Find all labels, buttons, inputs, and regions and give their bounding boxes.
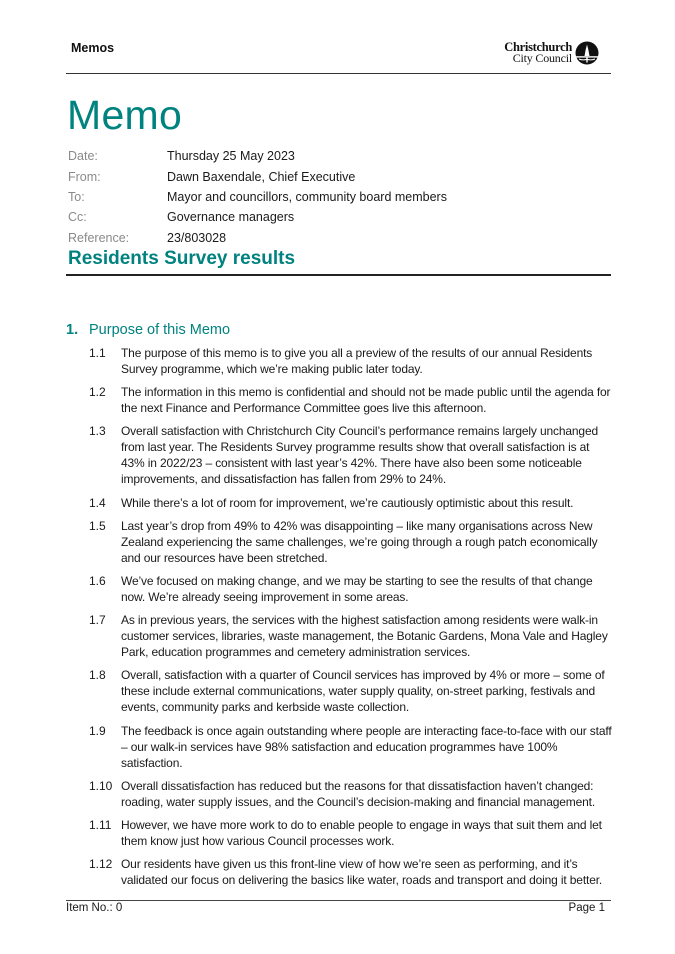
meta-label: To: [68, 189, 85, 204]
paragraph-number: 1.4 [89, 495, 106, 510]
paragraph-number: 1.9 [89, 723, 106, 738]
meta-label: Cc: [68, 210, 87, 225]
meta-row-reference [68, 228, 447, 248]
page-footer [66, 900, 611, 914]
meta-value: Mayor and councillors, community board members [167, 189, 447, 204]
paragraph [89, 817, 615, 849]
paragraph [89, 612, 615, 660]
header-label: Memos [71, 41, 115, 55]
meta-row-date [68, 146, 447, 166]
section-title: Purpose of this Memo [89, 322, 231, 338]
paragraph-text: We’ve focused on making change, and we may be starting to see the results of that change now. We’re already seeing improvement in some areas. [121, 573, 593, 604]
paragraph-text: Overall dissatisfaction has reduced but the reasons for that dissatisfaction haven’t changed: roading, water supply issues, and the Council’s decision-making and financial management. [121, 778, 596, 809]
paragraph-text: Overall, satisfaction with a quarter of Council services has improved by 4% or more – some of these include external communications, water supply quality, on-street parking, festivals and events, community parks and kerbside waste collection. [121, 668, 605, 715]
memo-subject [66, 248, 611, 276]
meta-row-cc [68, 207, 447, 227]
paragraph-number: 1.2 [89, 385, 106, 400]
section-heading [66, 322, 230, 338]
paragraph [89, 495, 615, 511]
section-paragraphs [89, 345, 615, 895]
paragraph [89, 667, 615, 715]
paragraph [89, 423, 615, 487]
paragraph-text: Last year’s drop from 49% to 42% was disappointing – like many organisations across New Zealand experiencing the same challenges, we’re going through a rough patch economically and our resources have been stretched. [121, 518, 598, 565]
paragraph [89, 573, 615, 605]
footer-item-number: Item No.: 0 [66, 902, 123, 914]
meta-label: From: [68, 169, 101, 184]
paragraph-number: 1.10 [89, 778, 113, 793]
paragraph [89, 856, 615, 888]
meta-value: Governance managers [167, 210, 295, 225]
meta-value: Thursday 25 May 2023 [167, 149, 295, 164]
council-logo [504, 41, 599, 65]
memo-meta-table [68, 146, 447, 248]
paragraph-text: However, we have more work to do to enable people to engage in ways that suit them and let them know just how various Council processes work. [121, 817, 602, 848]
subject-heading: Residents Survey results [68, 248, 296, 269]
meta-value: 23/803028 [167, 230, 227, 245]
paragraph [89, 345, 615, 377]
paragraph-number: 1.3 [89, 424, 106, 439]
paragraph-text: While there’s a lot of room for improvement, we’re cautiously optimistic about this result. [121, 495, 574, 510]
logo-line1: Christchurch [504, 40, 572, 54]
footer-page-number: Page 1 [568, 902, 605, 914]
paragraph-text: Overall satisfaction with Christchurch City Council’s performance remains largely unchanged from last year. The Residents Survey programme results show that overall satisfaction is at 43% in 2022/23 – consistent with last year’s 42%. There have also been some noticeable improvements, and dissatisfaction has fallen from 29% to 24%. [121, 424, 599, 487]
page-header [66, 36, 611, 74]
paragraph-text: As in previous years, the services with the highest satisfaction among residents were walk-in customer services, libraries, waste management, the Botanic Gardens, Mona Vale and Hagley Park, education programmes and cemetery administration services. [121, 613, 608, 660]
logo-line2: City Council [512, 51, 572, 65]
paragraph [89, 518, 615, 566]
paragraph-text: The feedback is once again outstanding where people are interacting face-to-face with our staff – our walk-in services have 98% satisfaction and education programmes have 100% satisfaction. [121, 723, 612, 770]
logo-text [504, 42, 572, 64]
meta-label: Date: [68, 149, 98, 164]
paragraph-number: 1.7 [89, 613, 106, 628]
paragraph-number: 1.1 [89, 346, 106, 360]
paragraph [89, 384, 615, 416]
paragraph-number: 1.11 [89, 817, 112, 832]
paragraph-number: 1.12 [89, 857, 113, 872]
paragraph-text: The information in this memo is confidential and should not be made public until the agenda for the next Finance and Performance Committee goes live this afternoon. [121, 385, 611, 416]
paragraph-number: 1.5 [89, 518, 106, 533]
section-number: 1. [66, 322, 79, 338]
meta-value: Dawn Baxendale, Chief Executive [167, 169, 356, 184]
paragraph [89, 723, 615, 771]
cathedral-emblem-icon [575, 41, 599, 65]
meta-row-to [68, 187, 447, 207]
meta-label: Reference: [68, 230, 130, 245]
paragraph-text: Our residents have given us this front-line view of how we’re seen as performing, and it’s validated our focus on delivering the basics like water, roads and transport and doing it better. [121, 857, 603, 888]
paragraph-number: 1.6 [89, 573, 106, 588]
paragraph [89, 778, 615, 810]
paragraph-number: 1.8 [89, 668, 106, 683]
meta-row-from [68, 166, 447, 186]
paragraph-text: The purpose of this memo is to give you all a preview of the results of our annual Residents Survey programme, which we’re making public later today. [121, 346, 593, 376]
memo-title: Memo [67, 92, 183, 138]
